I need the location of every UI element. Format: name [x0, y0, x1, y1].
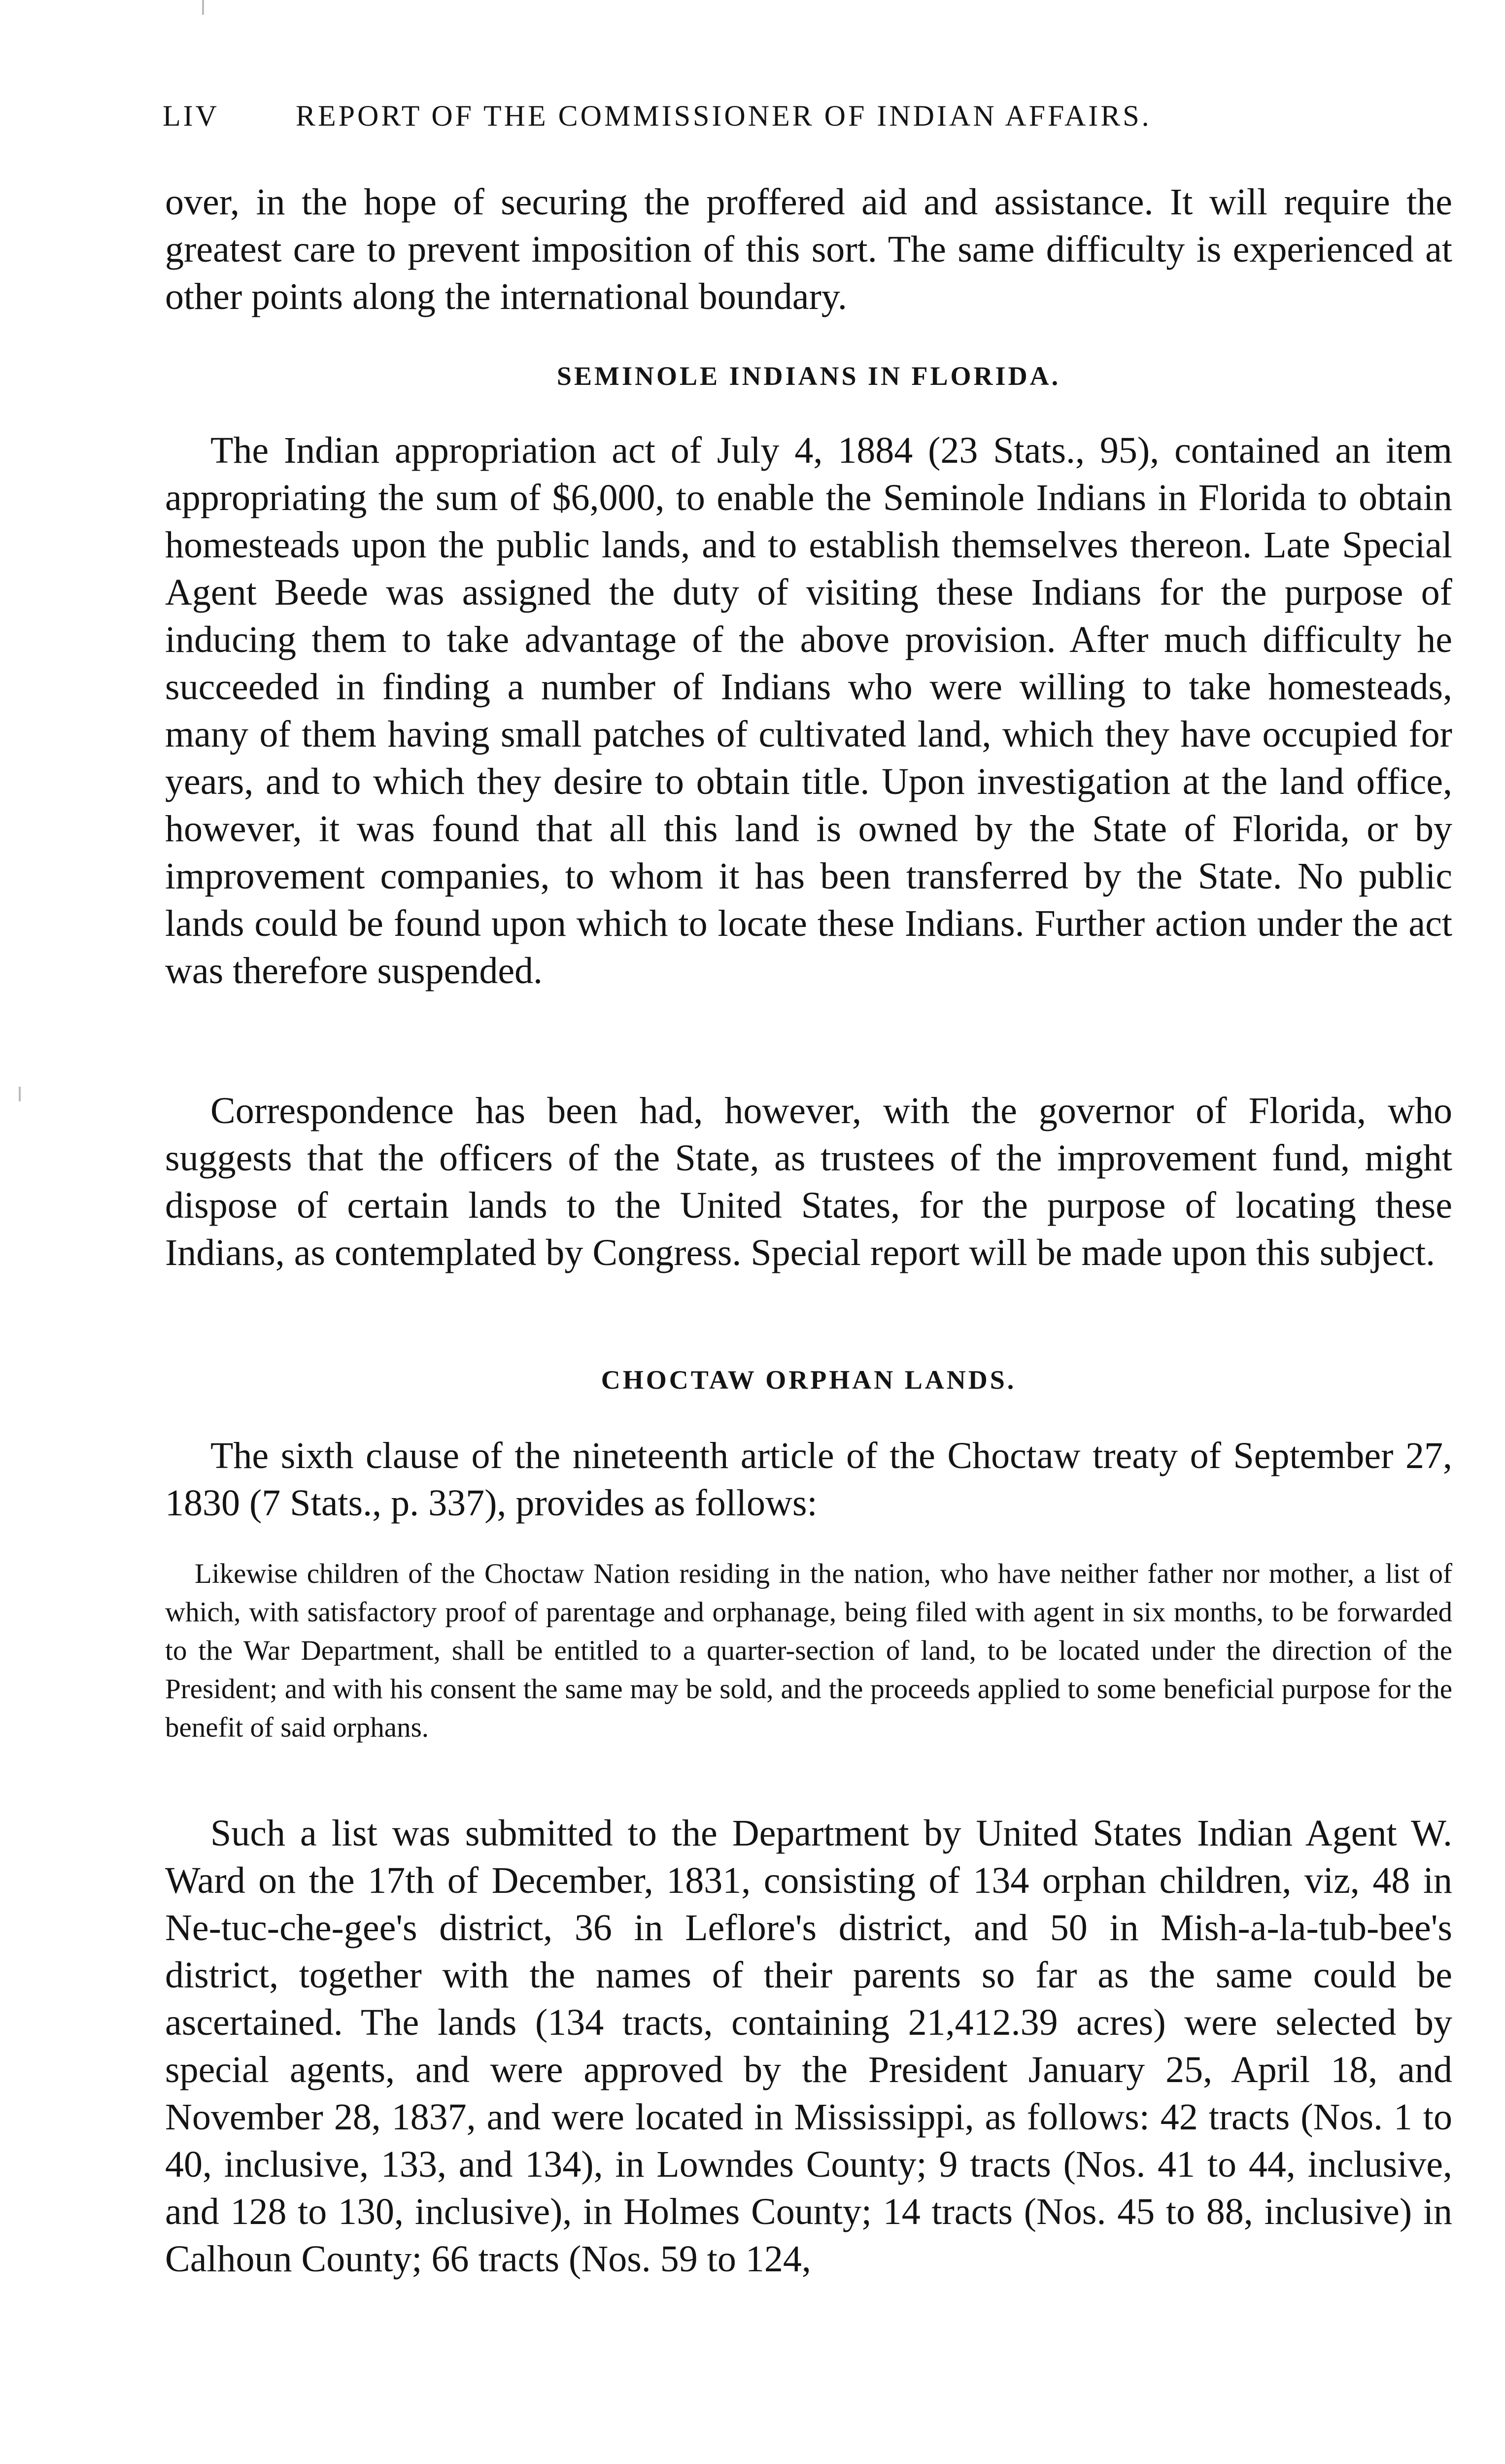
continuation-paragraph: over, in the hope of securing the proffered aid and assistance. It will require the greatest care to prevent imposition of this sort. The same difficulty is experienced at other points along the international boundary.	[165, 181, 1452, 317]
choctaw-paragraph-2-block	[165, 1810, 1452, 2283]
scan-edge-mark	[202, 0, 204, 15]
continuation-paragraph-block	[165, 178, 1452, 320]
choctaw-paragraph-1-block	[165, 1432, 1452, 1527]
page-number: LIV	[163, 100, 219, 132]
running-title: REPORT OF THE COMMISSIONER OF INDIAN AFFAIRS.	[296, 100, 1152, 132]
scan-edge-mark	[19, 1087, 21, 1101]
choctaw-paragraph-2: Such a list was submitted to the Department by United States Indian Agent W. Ward on the 17th of December, 1831, consisting of 134 orphan children, viz, 48 in Ne-tuc-che-gee's district, 36 in Leflore's district, and 50 in Mish-a-la-tub-bee's district, together with the names of their parents so far as the same could be ascertained. The lands (134 tracts, containing 21,412.39 acres) were selected by special agents, and were approved by the President January 25, April 18, and November 28, 1837, and were located in Mississippi, as follows: 42 tracts (Nos. 1 to 40, inclusive, 133, and 134), in Lowndes County; 9 tracts (Nos. 41 to 44, inclusive, and 128 to 130, inclusive), in Holmes County; 14 tracts (Nos. 45 to 88, inclusive) in Calhoun County; 66 tracts (Nos. 59 to 124,	[165, 1813, 1452, 2280]
seminole-paragraph-2-block	[165, 1087, 1452, 1276]
choctaw-paragraph-1: The sixth clause of the nineteenth article of the Choctaw treaty of September 27, 1830 (7 Stats., p. 337), provides as follows:	[165, 1435, 1452, 1524]
seminole-paragraph-2: Correspondence has been had, however, with the governor of Florida, who suggests that the officers of the State, as trustees of the improvement fund, might dispose of certain lands to the United States, for the purpose of locating these Indians, as contemplated by Congress. Special report will be made upon this subject.	[165, 1090, 1452, 1273]
treaty-quotation: Likewise children of the Choctaw Nation residing in the nation, who have neither father nor mother, a list of which, with satisfactory proof of parentage and orphanage, being filed with agent in six months, to be forwarded to the War Department, shall be entitled to a quarter-section of land, to be located under the direction of the President; and with his consent the same may be sold, and the proceeds applied to some beneficial purpose for the benefit of said orphans.	[165, 1558, 1452, 1743]
section-heading-seminole: SEMINOLE INDIANS IN FLORIDA.	[556, 361, 1061, 391]
running-head	[163, 96, 1456, 136]
seminole-paragraph-1: The Indian appropriation act of July 4, 1884 (23 Stats., 95), contained an item appropriating the sum of $6,000, to enable the Seminole Indians in Florida to obtain homesteads upon the public lands, and to establish themselves thereon. Late Special Agent Beede was assigned the duty of visiting these Indians for the purpose of inducing them to take advantage of the above provision. After much difficulty he succeeded in finding a number of Indians who were willing to take homesteads, many of them having small patches of cultivated land, which they have occupied for years, and to which they desire to obtain title. Upon investigation at the land office, however, it was found that all this land is owned by the State of Florida, or by improvement companies, to whom it has been transferred by the State. No public lands could be found upon which to locate these Indians. Further action under the act was therefore suspended.	[165, 430, 1452, 992]
seminole-paragraph-1-block	[165, 427, 1452, 994]
section-heading-choctaw: CHOCTAW ORPHAN LANDS.	[601, 1365, 1017, 1395]
